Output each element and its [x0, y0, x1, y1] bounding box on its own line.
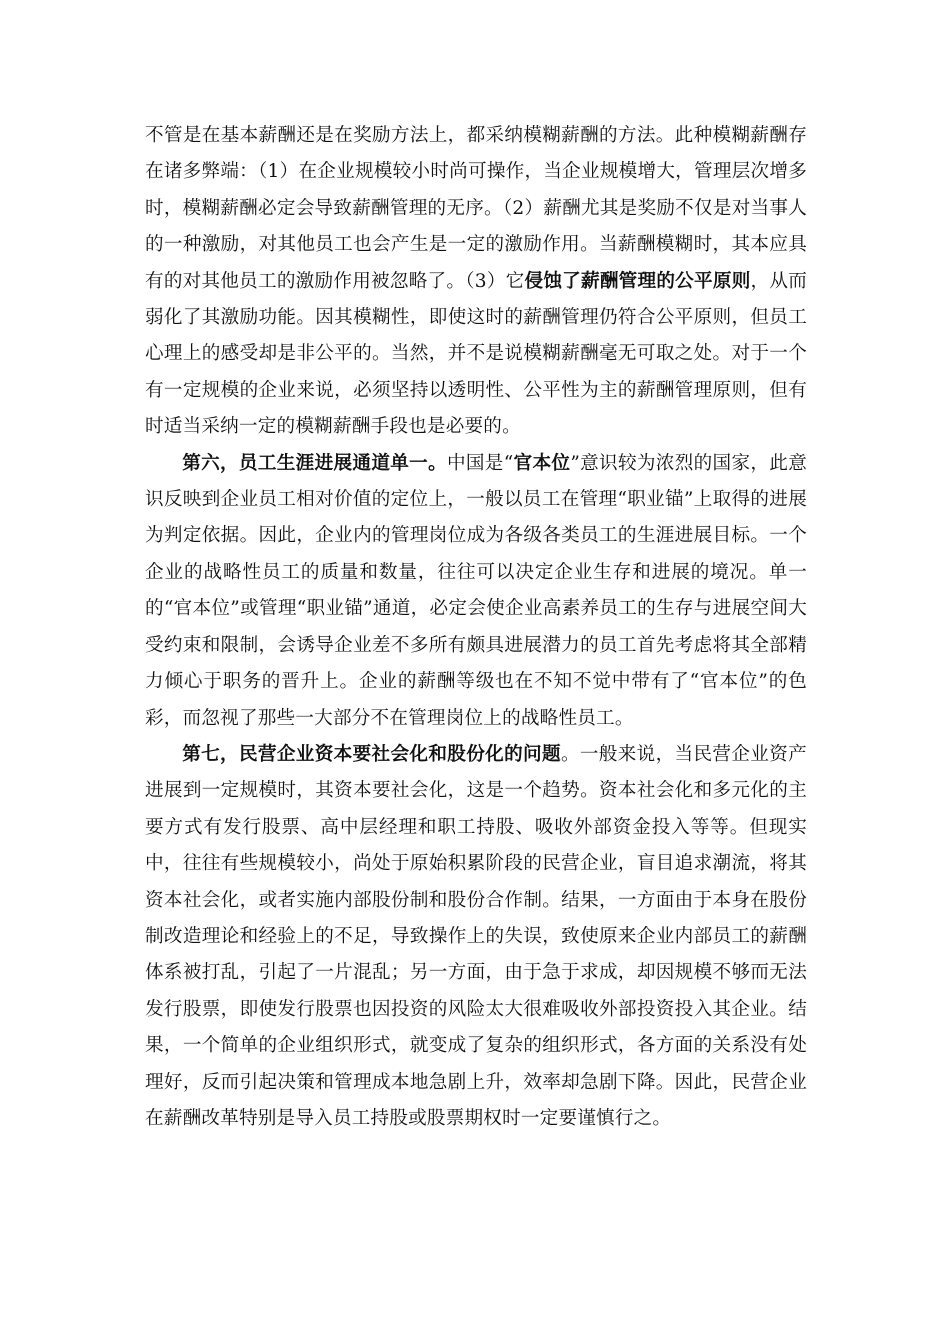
bold-text-run: 第六，员工生涯进展通道单一。: [182, 452, 447, 474]
text-run: ”意识较为浓烈的国家，此意识反映到企业员工相对价值的定位上，一般以员工在管理“职业锚”上取得的进展为判定依据。因此，企业内的管理岗位成为各级各类员工的生涯进展目标。一个企业的战略性员工的质量和数量，往往可以决定企业生存和进展的境况。单一的“官本位”或管理“职业锚”通道，必定会使企业高素养员工的生存与进展空间大受约束和限制，会诱导企业差不多所有颇具进展潜力的员工首先考虑将其全部精力倾心于职务的晋升上。企业的薪酬等级也在不知不觉中带有了“官本位”的色彩，而忽视了那些一大部分不在管理岗位上的战略性员工。: [145, 452, 807, 729]
paragraph-fuzzy-pay: [145, 118, 807, 446]
paragraph-seventh-capital-socialization: [145, 737, 807, 1137]
text-run: 。一般来说，当民营企业资产进展到一定规模时，其资本要社会化，这是一个趋势。资本社会化和多元化的主要方式有发行股票、高中层经理和职工持股、吸收外部资金投入等等。但现实中，往往有些规模较小，尚处于原始积累阶段的民营企业，盲目追求潮流，将其资本社会化，或者实施内部股份制和股份合作制。结果，一方面由于本身在股份制改造理论和经验上的不足，导致操作上的失误，致使原来企业内部员工的薪酬体系被打乱，引起了一片混乱；另一方面，由于急于求成，却因规模不够而无法发行股票，即使发行股票也因投资的风险太大很难吸收外部投资投入其企业。结果，一个简单的企业组织形式，就变成了复杂的组织形式，各方面的关系没有处理好，反而引起决策和管理成本地急剧上升，效率却急剧下降。因此，民营企业在薪酬改革特别是导入员工持股或股票期权时一定要谨慎行之。: [145, 743, 807, 1129]
bold-text-run: 侵蚀了薪酬管理的公平原则: [524, 270, 751, 292]
text-run: ，从而弱化了其激励功能。因其模糊性，即使这时的薪酬管理仍符合公平原则，但员工心理上的感受却是非公平的。当然，并不是说模糊薪酬毫无可取之处。对于一个有一定规模的企业来说，必须坚持以透明性、公平性为主的薪酬管理原则，但有时适当采纳一定的模糊薪酬手段也是必要的。: [145, 270, 807, 438]
document-body: [145, 118, 807, 1137]
text-run: 不管是在基本薪酬还是在奖励方法上，都采纳模糊薪酬的方法。此种模糊薪酬存在诸多弊端：（1）在企业规模较小时尚可操作，当企业规模增大，管理层次增多时，模糊薪酬必定会导致薪酬管理的无序。（2）薪酬尤其是奖励不仅是对当事人的一种激励，对其他员工也会产生是一定的激励作用。当薪酬模糊时，其本应具有的对其他员工的激励作用被忽略了。（3）它: [145, 125, 807, 292]
bold-text-run: 官本位: [513, 452, 571, 474]
bold-text-run: 第七，民营企业资本要社会化和股份化的问题: [182, 743, 561, 765]
text-run: 中国是“: [446, 452, 514, 474]
paragraph-sixth-career-channel: [145, 446, 807, 737]
